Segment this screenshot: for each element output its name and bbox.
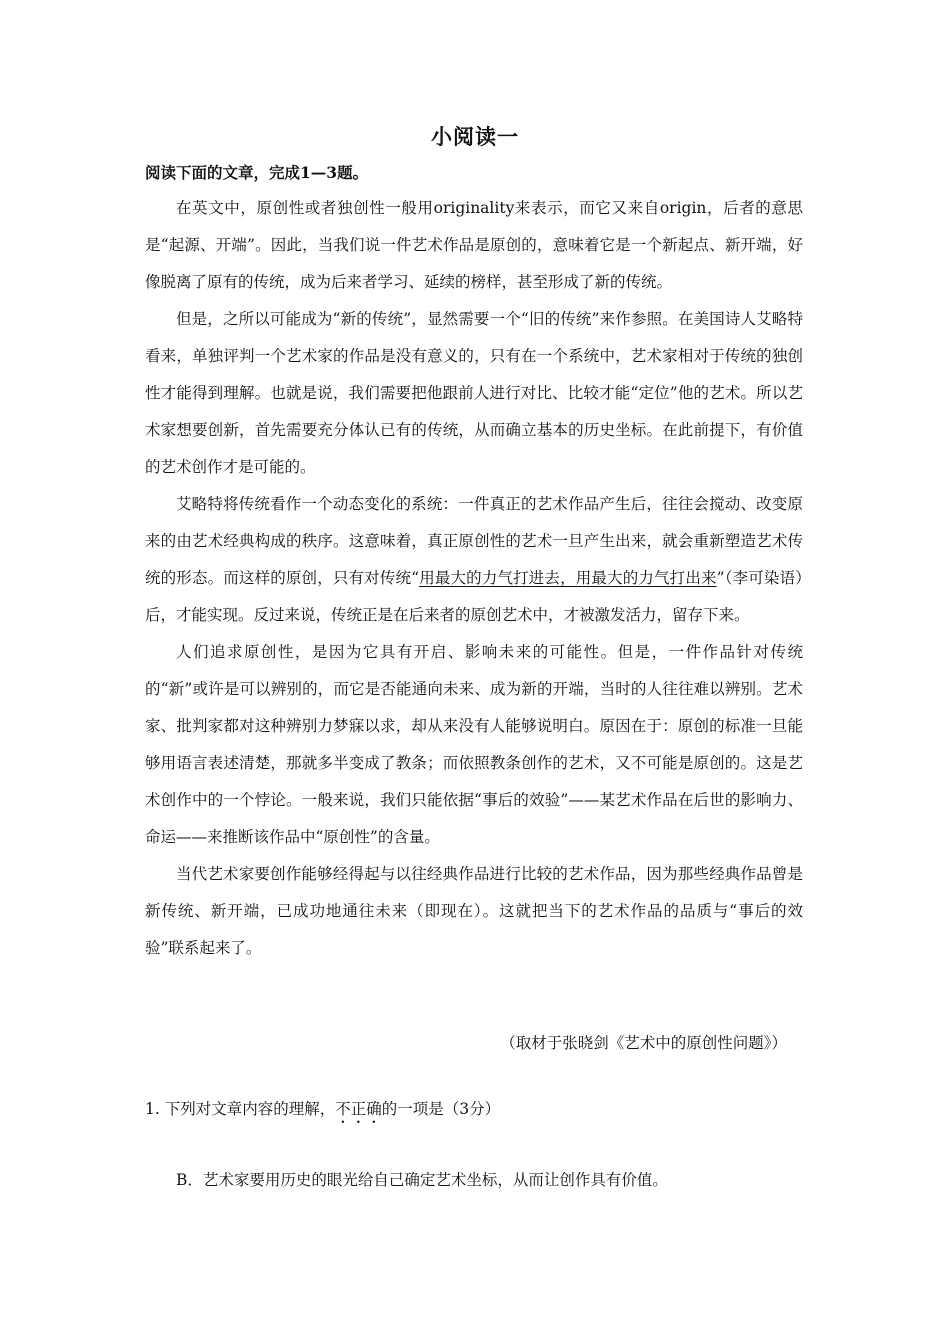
article-paragraph-1: 在英文中，原创性或者独创性一般用originality来表示，而它又来自origin，后者的意思是“起源、开端”。因此，当我们说一件艺术作品是原创的，意味着它是一个新起点、新开端，好像脱离了原有的传统，成为后来者学习、延续的榜样，甚至形成了新的传统。 <box>145 199 803 291</box>
article-paragraph-2: 但是，之所以可能成为“新的传统”，显然需要一个“旧的传统”来作参照。在美国诗人艾略特看来，单独评判一个艺术家的作品是没有意义的，只有在一个系统中，艺术家相对于传统的独创性才能得到理解。也就是说，我们需要把他跟前人进行对比、比较才能“定位”他的艺术。所以艺术家想要创新，首先需要充分体认已有的传统，从而确立基本的历史坐标。在此前提下，有价值的艺术创作才是可能的。 <box>145 310 803 476</box>
question-1 <box>145 1094 500 1127</box>
article-body <box>145 190 803 967</box>
question-number: 1. <box>145 1100 160 1118</box>
question-text-after: 的一项是（3分） <box>381 1100 501 1118</box>
option-b: B．艺术家要用历史的眼光给自己确定艺术坐标，从而让创作具有价值。 <box>176 1171 668 1189</box>
paragraph-3-text-after: ”（李可染语）后，才能实现。反过来说，传统正是在后来者的原创艺术中，才被激发活力，留存下来。 <box>145 569 803 624</box>
reading-instruction: 阅读下面的文章，完成1—3题。 <box>145 163 369 182</box>
article-paragraph-5: 当代艺术家要创作能够经得起与以往经典作品进行比较的艺术作品，因为那些经典作品曾是新传统、新开端，已成功地通往未来（即现在）。这就把当下的艺术作品的品质与“事后的效验”联系起来了。 <box>145 865 803 957</box>
article-paragraph-3 <box>145 486 803 634</box>
question-emphasis: 不正确 <box>335 1100 382 1118</box>
source-citation: （取材于张晓剑《艺术中的原创性问题》） <box>500 1034 787 1052</box>
page-title: 小阅读一 <box>431 124 519 149</box>
underlined-quote: 用最大的力气打进去，用最大的力气打出来 <box>419 569 717 587</box>
question-text-before: 下列对文章内容的理解， <box>164 1100 336 1118</box>
article-paragraph-4: 人们追求原创性，是因为它具有开启、影响未来的可能性。但是，一件作品针对传统的“新”或许是可以辨别的，而它是否能通向未来、成为新的开端，当时的人往往难以辨别。艺术家、批判家都对这种辨别力梦寐以求，却从来没有人能够说明白。原因在于：原创的标准一旦能够用语言表述清楚，那就多半变成了教条；而依照教条创作的艺术，又不可能是原创的。这是艺术创作中的一个悖论。一般来说，我们只能依据“事后的效验”——某艺术作品在后世的影响力、命运——来推断该作品中“原创性”的含量。 <box>145 643 803 846</box>
paragraph-3-text-before: 艾略特将传统看作一个动态变化的系统：一件真正的艺术作品产生后，往往会搅动、改变原来的由艺术经典构成的秩序。这意味着，真正原创性的艺术一旦产生出来，就会重新塑造艺术传统的形态。而这样的原创，只有对传统“ <box>145 495 803 587</box>
